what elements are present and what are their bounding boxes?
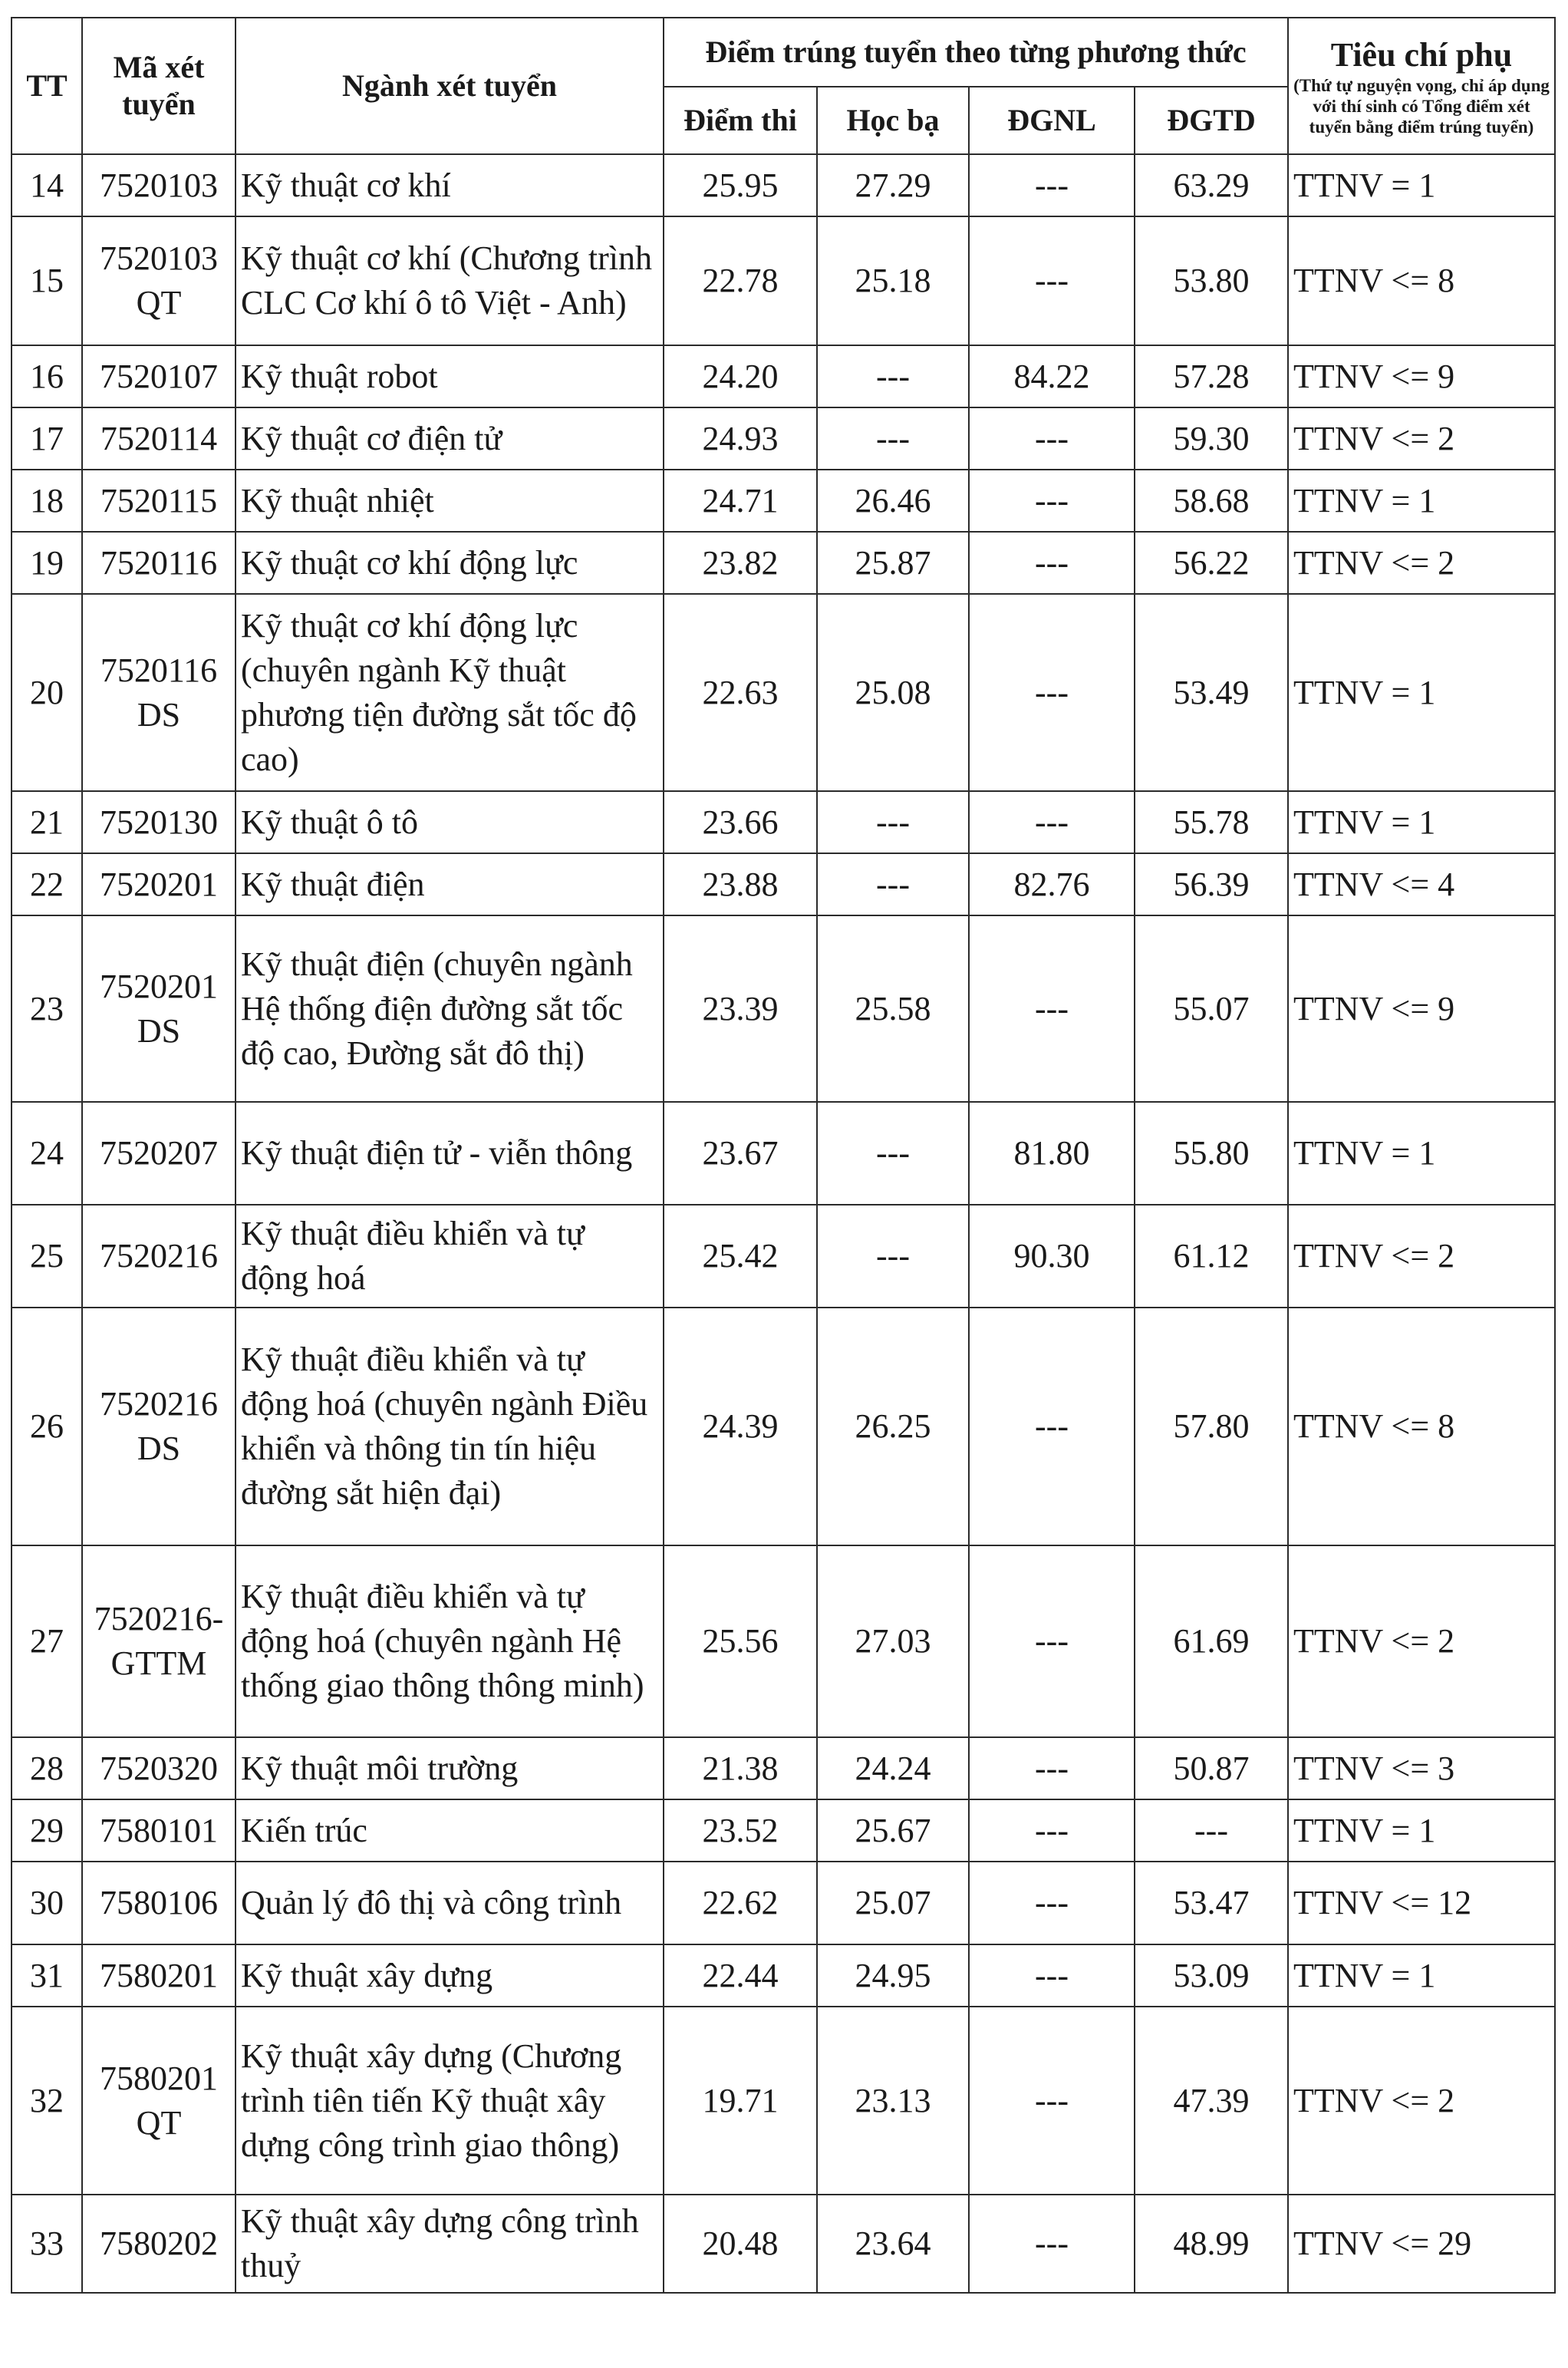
table-row — [12, 216, 1555, 345]
row-code-line1: 7520201 — [100, 865, 218, 903]
row-exam-score: 22.78 — [664, 216, 817, 345]
row-major: Kỹ thuật môi trường — [236, 1737, 664, 1799]
row-dgnl-score: --- — [969, 2195, 1135, 2293]
row-code — [82, 915, 236, 1102]
row-code-line1: 7520130 — [100, 803, 218, 841]
row-transcript-score: 23.64 — [817, 2195, 969, 2293]
row-dgtd-score: 61.69 — [1135, 1545, 1288, 1737]
table-row — [12, 1545, 1555, 1737]
row-transcript-score: 25.58 — [817, 915, 969, 1102]
row-code-line2: DS — [137, 1011, 181, 1050]
row-major: Kỹ thuật điện — [236, 853, 664, 915]
row-dgtd-score: 53.49 — [1135, 594, 1288, 791]
table-row — [12, 1799, 1555, 1862]
row-dgtd-score: 63.29 — [1135, 154, 1288, 216]
row-code-line1: 7520116 — [100, 543, 218, 582]
row-dgnl-score: --- — [969, 2007, 1135, 2195]
row-dgnl-score: --- — [969, 791, 1135, 853]
row-exam-score: 24.39 — [664, 1308, 817, 1545]
table-row — [12, 2195, 1555, 2293]
row-dgtd-score: 57.80 — [1135, 1308, 1288, 1545]
row-exam-score: 24.93 — [664, 407, 817, 470]
row-code-line1: 7520207 — [100, 1134, 218, 1172]
row-major: Kỹ thuật điều khiển và tự động hoá — [236, 1205, 664, 1308]
row-transcript-score: --- — [817, 345, 969, 407]
row-code-line1: 7520115 — [100, 481, 218, 519]
row-transcript-score: --- — [817, 1102, 969, 1205]
row-tt: 21 — [12, 791, 82, 853]
row-dgnl-score: --- — [969, 915, 1135, 1102]
row-code — [82, 1944, 236, 2007]
header-code: Mã xét tuyển — [82, 18, 236, 154]
row-code — [82, 853, 236, 915]
row-exam-score: 22.62 — [664, 1862, 817, 1944]
row-tt: 32 — [12, 2007, 82, 2195]
admission-scores-table — [11, 17, 1556, 2294]
row-code — [82, 345, 236, 407]
row-code — [82, 1737, 236, 1799]
row-exam-score: 23.67 — [664, 1102, 817, 1205]
row-dgtd-score: 55.78 — [1135, 791, 1288, 853]
table-row — [12, 407, 1555, 470]
row-dgtd-score: 53.09 — [1135, 1944, 1288, 2007]
row-code — [82, 216, 236, 345]
row-tt: 24 — [12, 1102, 82, 1205]
row-code — [82, 1799, 236, 1862]
table-row — [12, 154, 1555, 216]
row-code — [82, 1102, 236, 1205]
row-exam-score: 22.44 — [664, 1944, 817, 2007]
row-dgtd-score: 47.39 — [1135, 2007, 1288, 2195]
row-major: Kỹ thuật điều khiển và tự động hoá (chuyên ngành Điều khiển và thông tin tín hiệu đường sắt hiện đại) — [236, 1308, 664, 1545]
row-code — [82, 532, 236, 594]
row-dgnl-score: --- — [969, 1944, 1135, 2007]
row-tt: 18 — [12, 470, 82, 532]
row-criteria: TTNV <= 2 — [1288, 532, 1555, 594]
row-criteria: TTNV = 1 — [1288, 1799, 1555, 1862]
row-dgnl-score: --- — [969, 1545, 1135, 1737]
row-dgtd-score: 48.99 — [1135, 2195, 1288, 2293]
table-row — [12, 1944, 1555, 2007]
row-transcript-score: 26.46 — [817, 470, 969, 532]
row-exam-score: 23.66 — [664, 791, 817, 853]
row-code — [82, 791, 236, 853]
row-exam-score: 20.48 — [664, 2195, 817, 2293]
row-major: Kỹ thuật ô tô — [236, 791, 664, 853]
row-code-line1: 7580101 — [100, 1811, 218, 1849]
row-criteria: TTNV <= 9 — [1288, 915, 1555, 1102]
row-code-line1: 7580201 — [100, 2059, 218, 2097]
row-exam-score: 25.56 — [664, 1545, 817, 1737]
row-criteria: TTNV <= 2 — [1288, 407, 1555, 470]
row-tt: 15 — [12, 216, 82, 345]
row-criteria: TTNV <= 3 — [1288, 1737, 1555, 1799]
row-dgtd-score: 59.30 — [1135, 407, 1288, 470]
row-code — [82, 1308, 236, 1545]
table-row — [12, 470, 1555, 532]
row-code-line1: 7520116 — [100, 651, 218, 689]
row-dgnl-score: --- — [969, 532, 1135, 594]
row-exam-score: 23.39 — [664, 915, 817, 1102]
row-tt: 14 — [12, 154, 82, 216]
row-code — [82, 594, 236, 791]
row-tt: 29 — [12, 1799, 82, 1862]
row-criteria: TTNV <= 9 — [1288, 345, 1555, 407]
row-dgtd-score: --- — [1135, 1799, 1288, 1862]
row-tt: 19 — [12, 532, 82, 594]
row-transcript-score: --- — [817, 791, 969, 853]
row-transcript-score: 27.03 — [817, 1545, 969, 1737]
row-exam-score: 21.38 — [664, 1737, 817, 1799]
row-criteria: TTNV <= 2 — [1288, 1205, 1555, 1308]
header-major: Ngành xét tuyển — [236, 18, 664, 154]
row-criteria: TTNV = 1 — [1288, 1944, 1555, 2007]
row-code — [82, 154, 236, 216]
row-code-line1: 7520320 — [100, 1749, 218, 1787]
header-dgnl: ĐGNL — [969, 87, 1135, 154]
row-major: Quản lý đô thị và công trình — [236, 1862, 664, 1944]
row-transcript-score: 24.24 — [817, 1737, 969, 1799]
row-tt: 28 — [12, 1737, 82, 1799]
row-transcript-score: 23.13 — [817, 2007, 969, 2195]
row-dgnl-score: 82.76 — [969, 853, 1135, 915]
row-code-line1: 7520107 — [100, 357, 218, 395]
header-row-top — [12, 18, 1555, 87]
row-code-line1: 7520103 — [100, 166, 218, 204]
row-dgnl-score: --- — [969, 407, 1135, 470]
row-transcript-score: 25.07 — [817, 1862, 969, 1944]
row-dgtd-score: 53.80 — [1135, 216, 1288, 345]
table-row — [12, 1737, 1555, 1799]
row-code-line1: 7520201 — [100, 967, 218, 1005]
row-major: Kỹ thuật cơ điện tử — [236, 407, 664, 470]
row-transcript-score: 25.08 — [817, 594, 969, 791]
header-criteria-note: (Thứ tự nguyện vọng, chỉ áp dụng với thí sinh có Tổng điểm xét tuyển bằng điểm trúng tuyển) — [1293, 75, 1550, 137]
row-code — [82, 470, 236, 532]
row-code-line1: 7580201 — [100, 1956, 218, 1994]
row-dgnl-score: --- — [969, 1308, 1135, 1545]
row-transcript-score: 24.95 — [817, 1944, 969, 2007]
row-transcript-score: 25.67 — [817, 1799, 969, 1862]
row-tt: 33 — [12, 2195, 82, 2293]
row-dgtd-score: 56.39 — [1135, 853, 1288, 915]
row-dgnl-score: --- — [969, 1862, 1135, 1944]
table-row — [12, 1102, 1555, 1205]
row-major: Kỹ thuật cơ khí (Chương trình CLC Cơ khí ô tô Việt - Anh) — [236, 216, 664, 345]
row-criteria: TTNV <= 29 — [1288, 2195, 1555, 2293]
row-criteria: TTNV = 1 — [1288, 594, 1555, 791]
header-methods-group: Điểm trúng tuyển theo từng phương thức — [664, 18, 1288, 87]
row-major: Kiến trúc — [236, 1799, 664, 1862]
row-transcript-score: 26.25 — [817, 1308, 969, 1545]
row-exam-score: 23.88 — [664, 853, 817, 915]
row-code-line1: 7580202 — [100, 2225, 218, 2262]
row-dgtd-score: 61.12 — [1135, 1205, 1288, 1308]
row-code — [82, 1205, 236, 1308]
row-dgnl-score: 90.30 — [969, 1205, 1135, 1308]
row-exam-score: 23.52 — [664, 1799, 817, 1862]
row-exam-score: 19.71 — [664, 2007, 817, 2195]
table-row — [12, 915, 1555, 1102]
row-criteria: TTNV = 1 — [1288, 470, 1555, 532]
row-dgnl-score: 81.80 — [969, 1102, 1135, 1205]
row-transcript-score: 25.87 — [817, 532, 969, 594]
row-criteria: TTNV <= 2 — [1288, 1545, 1555, 1737]
row-code — [82, 407, 236, 470]
row-criteria: TTNV <= 2 — [1288, 2007, 1555, 2195]
table-row — [12, 853, 1555, 915]
row-tt: 26 — [12, 1308, 82, 1545]
row-code-line1: 7520103 — [100, 239, 218, 277]
table-row — [12, 1308, 1555, 1545]
header-transcript: Học bạ — [817, 87, 969, 154]
row-criteria: TTNV <= 8 — [1288, 1308, 1555, 1545]
row-dgnl-score: --- — [969, 154, 1135, 216]
document-page — [11, 17, 1554, 2294]
row-exam-score: 24.20 — [664, 345, 817, 407]
table-body — [12, 154, 1555, 2293]
row-major: Kỹ thuật điện tử - viễn thông — [236, 1102, 664, 1205]
row-tt: 31 — [12, 1944, 82, 2007]
row-criteria: TTNV = 1 — [1288, 154, 1555, 216]
row-exam-score: 25.42 — [664, 1205, 817, 1308]
row-exam-score: 25.95 — [664, 154, 817, 216]
row-tt: 22 — [12, 853, 82, 915]
row-code-line2: QT — [136, 2103, 182, 2142]
row-code-line1: 7520216 — [100, 1385, 218, 1423]
table-row — [12, 345, 1555, 407]
row-dgnl-score: --- — [969, 216, 1135, 345]
row-tt: 20 — [12, 594, 82, 791]
row-dgtd-score: 53.47 — [1135, 1862, 1288, 1944]
row-criteria: TTNV = 1 — [1288, 791, 1555, 853]
row-dgtd-score: 58.68 — [1135, 470, 1288, 532]
row-criteria: TTNV = 1 — [1288, 1102, 1555, 1205]
row-tt: 16 — [12, 345, 82, 407]
row-dgnl-score: --- — [969, 1799, 1135, 1862]
row-code-line1: 7520114 — [100, 419, 218, 457]
row-dgtd-score: 50.87 — [1135, 1737, 1288, 1799]
row-code — [82, 2195, 236, 2293]
row-dgtd-score: 55.80 — [1135, 1102, 1288, 1205]
row-code-line2: DS — [137, 695, 181, 734]
row-major: Kỹ thuật điều khiển và tự động hoá (chuyên ngành Hệ thống giao thông thông minh) — [236, 1545, 664, 1737]
row-code-line2: DS — [137, 1430, 181, 1467]
table-row — [12, 791, 1555, 853]
row-major: Kỹ thuật xây dựng (Chương trình tiên tiến Kỹ thuật xây dựng công trình giao thông) — [236, 2007, 664, 2195]
row-transcript-score: --- — [817, 407, 969, 470]
row-code-line1: 7520216- — [94, 1600, 224, 1637]
row-code — [82, 1545, 236, 1737]
header-criteria-title: Tiêu chí phụ — [1330, 35, 1513, 74]
table-row — [12, 2007, 1555, 2195]
table-row — [12, 532, 1555, 594]
row-transcript-score: 25.18 — [817, 216, 969, 345]
header-criteria — [1288, 18, 1555, 154]
row-dgnl-score: --- — [969, 1737, 1135, 1799]
row-transcript-score: 27.29 — [817, 154, 969, 216]
row-tt: 27 — [12, 1545, 82, 1737]
row-major: Kỹ thuật cơ khí động lực — [236, 532, 664, 594]
row-exam-score: 23.82 — [664, 532, 817, 594]
row-code-line2: GTTM — [110, 1644, 207, 1682]
row-code-line1: 7520216 — [100, 1237, 218, 1275]
row-dgnl-score: 84.22 — [969, 345, 1135, 407]
row-criteria: TTNV <= 4 — [1288, 853, 1555, 915]
row-major: Kỹ thuật cơ khí — [236, 154, 664, 216]
row-tt: 17 — [12, 407, 82, 470]
row-tt: 30 — [12, 1862, 82, 1944]
table-row — [12, 1205, 1555, 1308]
header-tt: TT — [12, 18, 82, 154]
row-criteria: TTNV <= 8 — [1288, 216, 1555, 345]
row-code — [82, 1862, 236, 1944]
row-dgtd-score: 55.07 — [1135, 915, 1288, 1102]
table-row — [12, 594, 1555, 791]
header-exam: Điểm thi — [664, 87, 817, 154]
row-major: Kỹ thuật điện (chuyên ngành Hệ thống điện đường sắt tốc độ cao, Đường sắt đô thị) — [236, 915, 664, 1102]
row-dgnl-score: --- — [969, 470, 1135, 532]
row-major: Kỹ thuật xây dựng — [236, 1944, 664, 2007]
row-exam-score: 22.63 — [664, 594, 817, 791]
row-tt: 25 — [12, 1205, 82, 1308]
table-row — [12, 1862, 1555, 1944]
row-code — [82, 2007, 236, 2195]
row-dgnl-score: --- — [969, 594, 1135, 791]
row-criteria: TTNV <= 12 — [1288, 1862, 1555, 1944]
row-dgtd-score: 57.28 — [1135, 345, 1288, 407]
row-major: Kỹ thuật cơ khí động lực (chuyên ngành Kỹ thuật phương tiện đường sắt tốc độ cao) — [236, 594, 664, 791]
row-major: Kỹ thuật robot — [236, 345, 664, 407]
row-dgtd-score: 56.22 — [1135, 532, 1288, 594]
row-code-line1: 7580106 — [100, 1884, 218, 1921]
row-transcript-score: --- — [817, 853, 969, 915]
header-dgtd: ĐGTD — [1135, 87, 1288, 154]
row-tt: 23 — [12, 915, 82, 1102]
row-major: Kỹ thuật xây dựng công trình thuỷ — [236, 2195, 664, 2293]
row-major: Kỹ thuật nhiệt — [236, 470, 664, 532]
row-transcript-score: --- — [817, 1205, 969, 1308]
row-code-line2: QT — [136, 284, 182, 322]
row-exam-score: 24.71 — [664, 470, 817, 532]
